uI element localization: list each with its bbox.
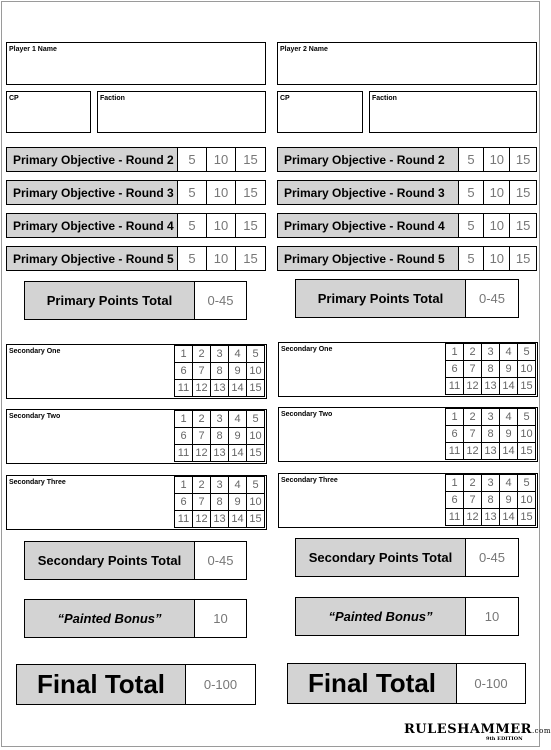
score-cell[interactable]: 10: [518, 492, 536, 509]
p2-primary-label: Primary Objective - Round 2: [278, 148, 459, 171]
score-cell[interactable]: 1: [446, 409, 464, 426]
score-cell[interactable]: 3: [211, 346, 229, 363]
score-cell[interactable]: 14: [500, 378, 518, 395]
score-cell[interactable]: 15: [518, 378, 536, 395]
p2-score-cell[interactable]: 15: [515, 251, 531, 266]
score-cell[interactable]: 15: [518, 443, 536, 460]
p1-score-cell[interactable]: 15: [243, 251, 258, 266]
p2-cp-label: CP: [280, 95, 290, 102]
score-cell[interactable]: 13: [482, 378, 500, 395]
score-cell[interactable]: 8: [482, 426, 500, 443]
p1-faction-field[interactable]: [97, 91, 266, 133]
score-cell[interactable]: 4: [229, 346, 247, 363]
score-cell[interactable]: 14: [500, 509, 518, 526]
p1-score-cell[interactable]: 5: [178, 247, 207, 270]
p2-painted-bonus: [295, 597, 519, 636]
p1-secondary-two-label: Secondary Two: [9, 413, 61, 420]
score-cell[interactable]: 7: [464, 361, 482, 378]
score-cell[interactable]: 6: [446, 361, 464, 378]
p1-faction-label: Faction: [100, 95, 125, 102]
score-cell[interactable]: 5: [518, 475, 536, 492]
p1-score-cell[interactable]: 10: [207, 148, 236, 171]
score-cell[interactable]: 11: [175, 445, 193, 462]
p1-primary-row: [6, 246, 266, 271]
p1-secondary-one-label: Secondary One: [9, 348, 61, 355]
score-cell[interactable]: 11: [175, 511, 193, 528]
score-cell[interactable]: 14: [229, 511, 247, 528]
score-cell[interactable]: 7: [193, 494, 211, 511]
score-cell[interactable]: 10: [518, 361, 536, 378]
score-cell[interactable]: 8: [211, 428, 229, 445]
p1-score-cell[interactable]: 15: [243, 152, 258, 167]
p1-final-total-label: Final Total: [17, 665, 186, 704]
score-cell[interactable]: 4: [229, 477, 247, 494]
p2-score-cell[interactable]: 5: [459, 247, 485, 270]
p2-secondary-one-label: Secondary One: [281, 346, 333, 353]
score-cell[interactable]: 9: [500, 361, 518, 378]
p2-name-field[interactable]: [277, 42, 537, 85]
score-cell[interactable]: 6: [175, 428, 193, 445]
p1-painted-bonus-label: “Painted Bonus”: [25, 600, 195, 637]
p1-score-cell[interactable]: 10: [207, 214, 236, 237]
p2-primary-row: [277, 246, 537, 271]
score-cell[interactable]: 5: [247, 411, 265, 428]
ruleshammer-logo: [404, 722, 551, 737]
p2-painted-bonus-label: “Painted Bonus”: [296, 598, 466, 635]
p2-primary-row: [277, 180, 537, 205]
p1-primary-label: Primary Objective - Round 4: [7, 214, 178, 237]
score-cell[interactable]: 12: [464, 509, 482, 526]
score-cell[interactable]: 1: [446, 344, 464, 361]
p2-primary-total-label: Primary Points Total: [296, 280, 466, 317]
score-cell[interactable]: 3: [482, 344, 500, 361]
score-cell[interactable]: 12: [193, 380, 211, 397]
p1-secondary-three-label: Secondary Three: [9, 479, 66, 486]
score-cell[interactable]: 1: [175, 411, 193, 428]
p2-primary-total-value[interactable]: 0-45: [478, 291, 506, 306]
p2-score-cell[interactable]: 5: [459, 148, 485, 171]
p2-painted-bonus-value[interactable]: 10: [484, 609, 500, 624]
score-cell[interactable]: 14: [229, 380, 247, 397]
score-cell[interactable]: 11: [446, 509, 464, 526]
score-cell[interactable]: 4: [500, 344, 518, 361]
p1-primary-total-label: Primary Points Total: [25, 282, 195, 319]
score-cell[interactable]: 9: [500, 426, 518, 443]
score-cell[interactable]: 5: [518, 344, 536, 361]
score-cell[interactable]: 10: [247, 363, 265, 380]
p2-primary-row: [277, 147, 537, 172]
p2-score-cell[interactable]: 5: [459, 214, 485, 237]
p1-painted-bonus-value[interactable]: 10: [213, 611, 228, 626]
p2-score-cell[interactable]: 15: [515, 218, 531, 233]
p2-score-cell[interactable]: 10: [484, 148, 510, 171]
p2-final-total-label: Final Total: [288, 664, 457, 703]
score-cell[interactable]: 9: [229, 428, 247, 445]
score-cell[interactable]: 3: [211, 477, 229, 494]
p2-secondary-total-value[interactable]: 0-45: [478, 550, 506, 565]
logo-suffix: .com: [531, 727, 551, 735]
logo-text: RULESHAMMER: [404, 722, 532, 737]
p1-cp-label: CP: [9, 95, 19, 102]
score-cell[interactable]: 11: [446, 443, 464, 460]
score-cell[interactable]: 15: [247, 511, 265, 528]
p1-primary-row: [6, 213, 266, 238]
p2-secondary-three-grid: [445, 474, 536, 526]
score-cell[interactable]: 4: [500, 409, 518, 426]
score-cell[interactable]: 6: [175, 494, 193, 511]
p1-secondary-three-grid: [174, 476, 265, 528]
score-cell[interactable]: 10: [518, 426, 536, 443]
p2-final-total: [287, 663, 526, 704]
score-cell[interactable]: 7: [464, 426, 482, 443]
score-cell[interactable]: 4: [500, 475, 518, 492]
score-cell[interactable]: 12: [464, 378, 482, 395]
score-cell[interactable]: 8: [211, 494, 229, 511]
score-cell[interactable]: 11: [175, 380, 193, 397]
p1-secondary-total-value[interactable]: 0-45: [207, 553, 234, 568]
score-cell[interactable]: 15: [518, 509, 536, 526]
score-cell[interactable]: 2: [193, 346, 211, 363]
p1-name-field[interactable]: [6, 42, 266, 85]
score-cell[interactable]: 1: [175, 477, 193, 494]
p1-secondary-total-label: Secondary Points Total: [25, 542, 195, 579]
score-cell[interactable]: 2: [193, 411, 211, 428]
p1-score-cell[interactable]: 5: [178, 181, 207, 204]
score-cell[interactable]: 13: [211, 445, 229, 462]
p1-primary-row: [6, 180, 266, 205]
p1-name-label: Player 1 Name: [9, 46, 57, 53]
p2-name-label: Player 2 Name: [280, 46, 328, 53]
score-cell[interactable]: 7: [193, 428, 211, 445]
p2-secondary-total: [295, 538, 519, 577]
score-cell[interactable]: 6: [446, 492, 464, 509]
p2-faction-label: Faction: [372, 95, 397, 102]
p1-final-total-value[interactable]: 0-100: [203, 677, 238, 692]
p1-final-total: [16, 664, 256, 705]
p1-primary-total: [24, 281, 247, 320]
p1-secondary-two-grid: [174, 410, 265, 462]
p2-secondary-one-grid: [445, 343, 536, 395]
p1-secondary-one-grid: [174, 345, 265, 397]
score-cell[interactable]: 13: [211, 511, 229, 528]
score-cell[interactable]: 6: [175, 363, 193, 380]
p2-score-cell[interactable]: 10: [484, 247, 510, 270]
p2-score-cell[interactable]: 10: [484, 214, 510, 237]
score-cell[interactable]: 9: [229, 494, 247, 511]
p1-score-cell[interactable]: 15: [243, 185, 258, 200]
p1-primary-total-value[interactable]: 0-45: [207, 293, 234, 308]
logo-edition: 9th EDITION: [486, 736, 523, 742]
p2-secondary-three-label: Secondary Three: [281, 477, 338, 484]
score-cell[interactable]: 3: [482, 409, 500, 426]
score-cell[interactable]: 5: [247, 346, 265, 363]
score-cell[interactable]: 6: [446, 426, 464, 443]
p1-primary-label: Primary Objective - Round 2: [7, 148, 178, 171]
score-cell[interactable]: 8: [482, 492, 500, 509]
score-cell[interactable]: 2: [464, 409, 482, 426]
p2-score-cell[interactable]: 15: [515, 185, 531, 200]
p2-secondary-two-grid: [445, 408, 536, 460]
p1-score-cell[interactable]: 15: [243, 218, 258, 233]
p2-primary-label: Primary Objective - Round 5: [278, 247, 459, 270]
score-cell[interactable]: 15: [247, 445, 265, 462]
score-cell[interactable]: 10: [247, 428, 265, 445]
p2-primary-label: Primary Objective - Round 4: [278, 214, 459, 237]
p2-score-cell[interactable]: 10: [484, 181, 510, 204]
p2-secondary-total-label: Secondary Points Total: [296, 539, 466, 576]
score-cell[interactable]: 15: [247, 380, 265, 397]
p2-primary-row: [277, 213, 537, 238]
score-cell[interactable]: 12: [193, 511, 211, 528]
score-cell[interactable]: 4: [229, 411, 247, 428]
p2-primary-total: [295, 279, 519, 318]
score-cell[interactable]: 13: [482, 509, 500, 526]
p2-final-total-value[interactable]: 0-100: [474, 676, 508, 691]
score-cell[interactable]: 2: [464, 475, 482, 492]
score-cell[interactable]: 10: [247, 494, 265, 511]
score-cell[interactable]: 13: [482, 443, 500, 460]
score-cell[interactable]: 14: [500, 443, 518, 460]
p1-score-cell[interactable]: 5: [178, 214, 207, 237]
p1-primary-row: [6, 147, 266, 172]
p2-cp-field[interactable]: [277, 91, 363, 133]
score-cell[interactable]: 7: [464, 492, 482, 509]
score-cell[interactable]: 5: [247, 477, 265, 494]
p1-painted-bonus: [24, 599, 247, 638]
score-cell[interactable]: 9: [500, 492, 518, 509]
score-cell[interactable]: 5: [518, 409, 536, 426]
p2-secondary-two-label: Secondary Two: [281, 411, 333, 418]
score-cell[interactable]: 8: [211, 363, 229, 380]
score-cell[interactable]: 1: [446, 475, 464, 492]
p2-score-cell[interactable]: 15: [515, 152, 531, 167]
score-cell[interactable]: 14: [229, 445, 247, 462]
score-cell[interactable]: 1: [175, 346, 193, 363]
score-cell[interactable]: 13: [211, 380, 229, 397]
p1-score-cell[interactable]: 10: [207, 181, 236, 204]
score-cell[interactable]: 2: [193, 477, 211, 494]
score-cell[interactable]: 12: [464, 443, 482, 460]
score-cell[interactable]: 7: [193, 363, 211, 380]
score-cell[interactable]: 2: [464, 344, 482, 361]
p1-score-cell[interactable]: 10: [207, 247, 236, 270]
score-cell[interactable]: 11: [446, 378, 464, 395]
p2-primary-label: Primary Objective - Round 3: [278, 181, 459, 204]
score-cell[interactable]: 8: [482, 361, 500, 378]
p1-cp-field[interactable]: [6, 91, 91, 133]
p2-faction-field[interactable]: [369, 91, 537, 133]
p1-secondary-total: [24, 541, 247, 580]
score-cell[interactable]: 3: [482, 475, 500, 492]
p1-primary-label: Primary Objective - Round 3: [7, 181, 178, 204]
p2-score-cell[interactable]: 5: [459, 181, 485, 204]
p1-score-cell[interactable]: 5: [178, 148, 207, 171]
p1-primary-label: Primary Objective - Round 5: [7, 247, 178, 270]
score-cell[interactable]: 3: [211, 411, 229, 428]
score-cell[interactable]: 12: [193, 445, 211, 462]
score-cell[interactable]: 9: [229, 363, 247, 380]
